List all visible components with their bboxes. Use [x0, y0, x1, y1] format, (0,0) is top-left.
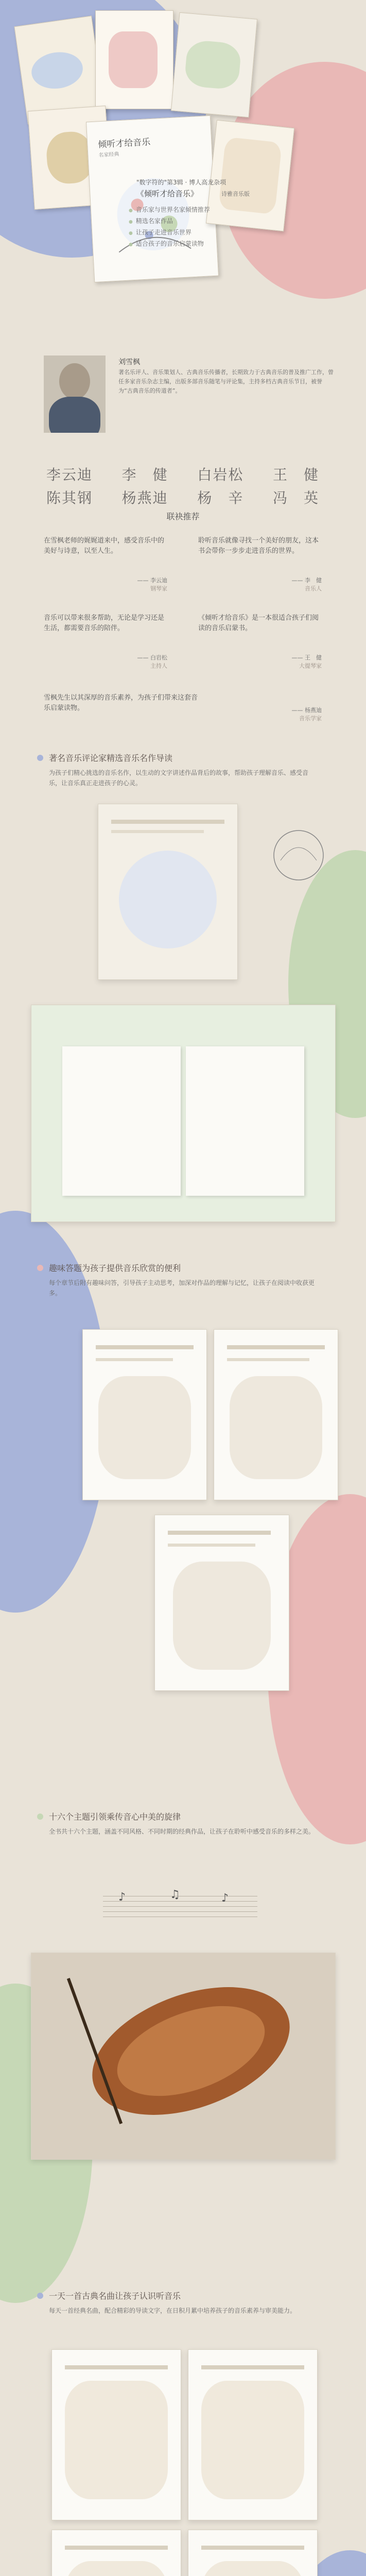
quote-3-sig: —— 白岩松 主持人 — [137, 654, 167, 669]
quote-1-sig: —— 李云迪 钢琴家 — [137, 577, 167, 592]
section-1-title: 著名音乐评论家精选音乐名作导读 — [49, 753, 173, 763]
section-2-body: 每个章节后附有趣味问答，引导孩子主动思考，加深对作品的理解与记忆，让孩子在阅读中收获更多。 — [49, 1279, 315, 1297]
section-1-book-page — [98, 804, 238, 980]
quote-1: 在雪枫老师的娓娓道来中，感受音乐中的美好与诗意，以至人生。 — [44, 537, 165, 555]
section-4-title: 一天一首古典名曲让孩子认识听音乐 — [49, 2291, 181, 2301]
section-4-dot — [37, 2293, 43, 2299]
series-note: 诗雅音乐版 — [221, 191, 250, 197]
section-3-title: 十六个主题引领乘传音心中美的旋律 — [49, 1812, 181, 1822]
cover-illustration — [99, 160, 207, 268]
recommenders-caption: 联袂推荐 — [166, 512, 200, 521]
section-4-body: 每天一首经典名曲，配合精彩的导读文字，在日积月累中培养孩子的音乐素养与审美能力。 — [49, 2307, 297, 2314]
section-2-page-back — [154, 1515, 289, 1691]
book-cover-2 — [95, 10, 173, 109]
header-section — [0, 0, 366, 335]
cover-title: 倾听才给音乐 — [97, 137, 151, 150]
section-3-photo — [31, 1953, 336, 2160]
recommender-4: 王 健 — [272, 466, 319, 483]
author-bio: 著名乐评人、音乐策划人、古典音乐传播者，长期致力于古典音乐的普及推广工作，曾任多家音乐杂志主编，出版多部音乐随笔与评论集，主持多档古典音乐节目，被誉为“古典音乐的传道者”。 — [118, 369, 334, 394]
book-open — [206, 120, 294, 232]
section-2-title: 趣味答题为孩子提供音乐欣赏的便利 — [49, 1263, 181, 1273]
quote-4-sig: —— 王 健 大提琴家 — [291, 654, 322, 669]
recommender-8: 冯 英 — [272, 489, 319, 506]
music-note-icon-2: ♫ — [170, 1888, 180, 1901]
quote-5: 雪枫先生以其深厚的音乐素养，为孩子们带来这套音乐启蒙读物。 — [44, 694, 198, 712]
bullet-3: ● 让孩子走进音乐世界 — [129, 228, 191, 236]
staff-line-3 — [103, 1906, 257, 1907]
book-cover-3 — [171, 12, 257, 118]
book-main-cover — [86, 115, 219, 282]
section-2-page-right — [214, 1329, 338, 1500]
staff-line-4 — [103, 1911, 257, 1912]
quote-4: 《倾听才给音乐》是一本很适合孩子们阅读的音乐启蒙书。 — [198, 614, 319, 632]
recommender-1: 李云迪 — [46, 466, 93, 483]
section-2-page-left — [82, 1329, 207, 1500]
recommenders-row1 — [46, 464, 319, 484]
section-1-body: 为孩子们精心挑选的音乐名作，以生动的文字讲述作品背后的故事，帮助孩子理解音乐、感受音乐，让音乐真正走进孩子的心灵。 — [49, 769, 309, 787]
author-photo — [44, 355, 106, 433]
staff-line-2 — [103, 1901, 257, 1902]
section-1-dot — [37, 755, 43, 761]
bullet-2: ● 精选名家作品 — [129, 216, 173, 225]
music-note-icon-3: ♪ — [221, 1892, 229, 1905]
section-2-dot — [37, 1265, 43, 1271]
recommender-7: 杨 辛 — [197, 489, 244, 506]
quote-2: 聆听音乐就像寻找一个美好的朋友，这本书会带你一步步走进音乐的世界。 — [198, 537, 319, 555]
section-3-dot — [37, 1814, 43, 1820]
recommender-3: 白岩松 — [197, 466, 244, 483]
violin-illustration — [31, 1953, 335, 2159]
section-4-page-1 — [51, 2349, 181, 2520]
cover-subtitle: 名家经典 — [98, 151, 119, 159]
quote-2-sig: —— 李 健 音乐人 — [291, 577, 322, 592]
quote-3: 音乐可以带来很多帮助，无论是学习还是生活，都需要音乐的陪伴。 — [44, 614, 165, 632]
book-title: 《倾听才给音乐》 — [136, 189, 199, 198]
bullet-4: ● 适合孩子的音乐启蒙读物 — [129, 239, 204, 248]
recommenders-row2 — [46, 487, 319, 507]
music-note-icon: ♪ — [118, 1891, 126, 1904]
recommender-6: 杨燕迪 — [121, 489, 168, 506]
section-4-page-4 — [188, 2530, 318, 2576]
author-name: 刘雪枫 — [118, 358, 140, 366]
recommender-2: 李 健 — [121, 466, 168, 483]
badge-line: "数字符的"第3辑 · 博人高龙杂项 — [136, 179, 226, 186]
recommender-5: 陈其钢 — [46, 489, 93, 506]
section-4-page-2 — [188, 2349, 318, 2520]
bullet-1: ● 音乐家与世界名家倾情推荐 — [129, 205, 210, 214]
section-3-body: 全书共十六个主题，涵盖不同风格、不同时期的经典作品，让孩子在聆听中感受音乐的多样之美。 — [49, 1828, 315, 1835]
section-1-sketch — [268, 824, 329, 886]
quote-5-sig: —— 杨燕迪 音乐学家 — [291, 707, 322, 722]
section-1-photo — [31, 1005, 336, 1222]
section-4-page-3 — [51, 2530, 181, 2576]
